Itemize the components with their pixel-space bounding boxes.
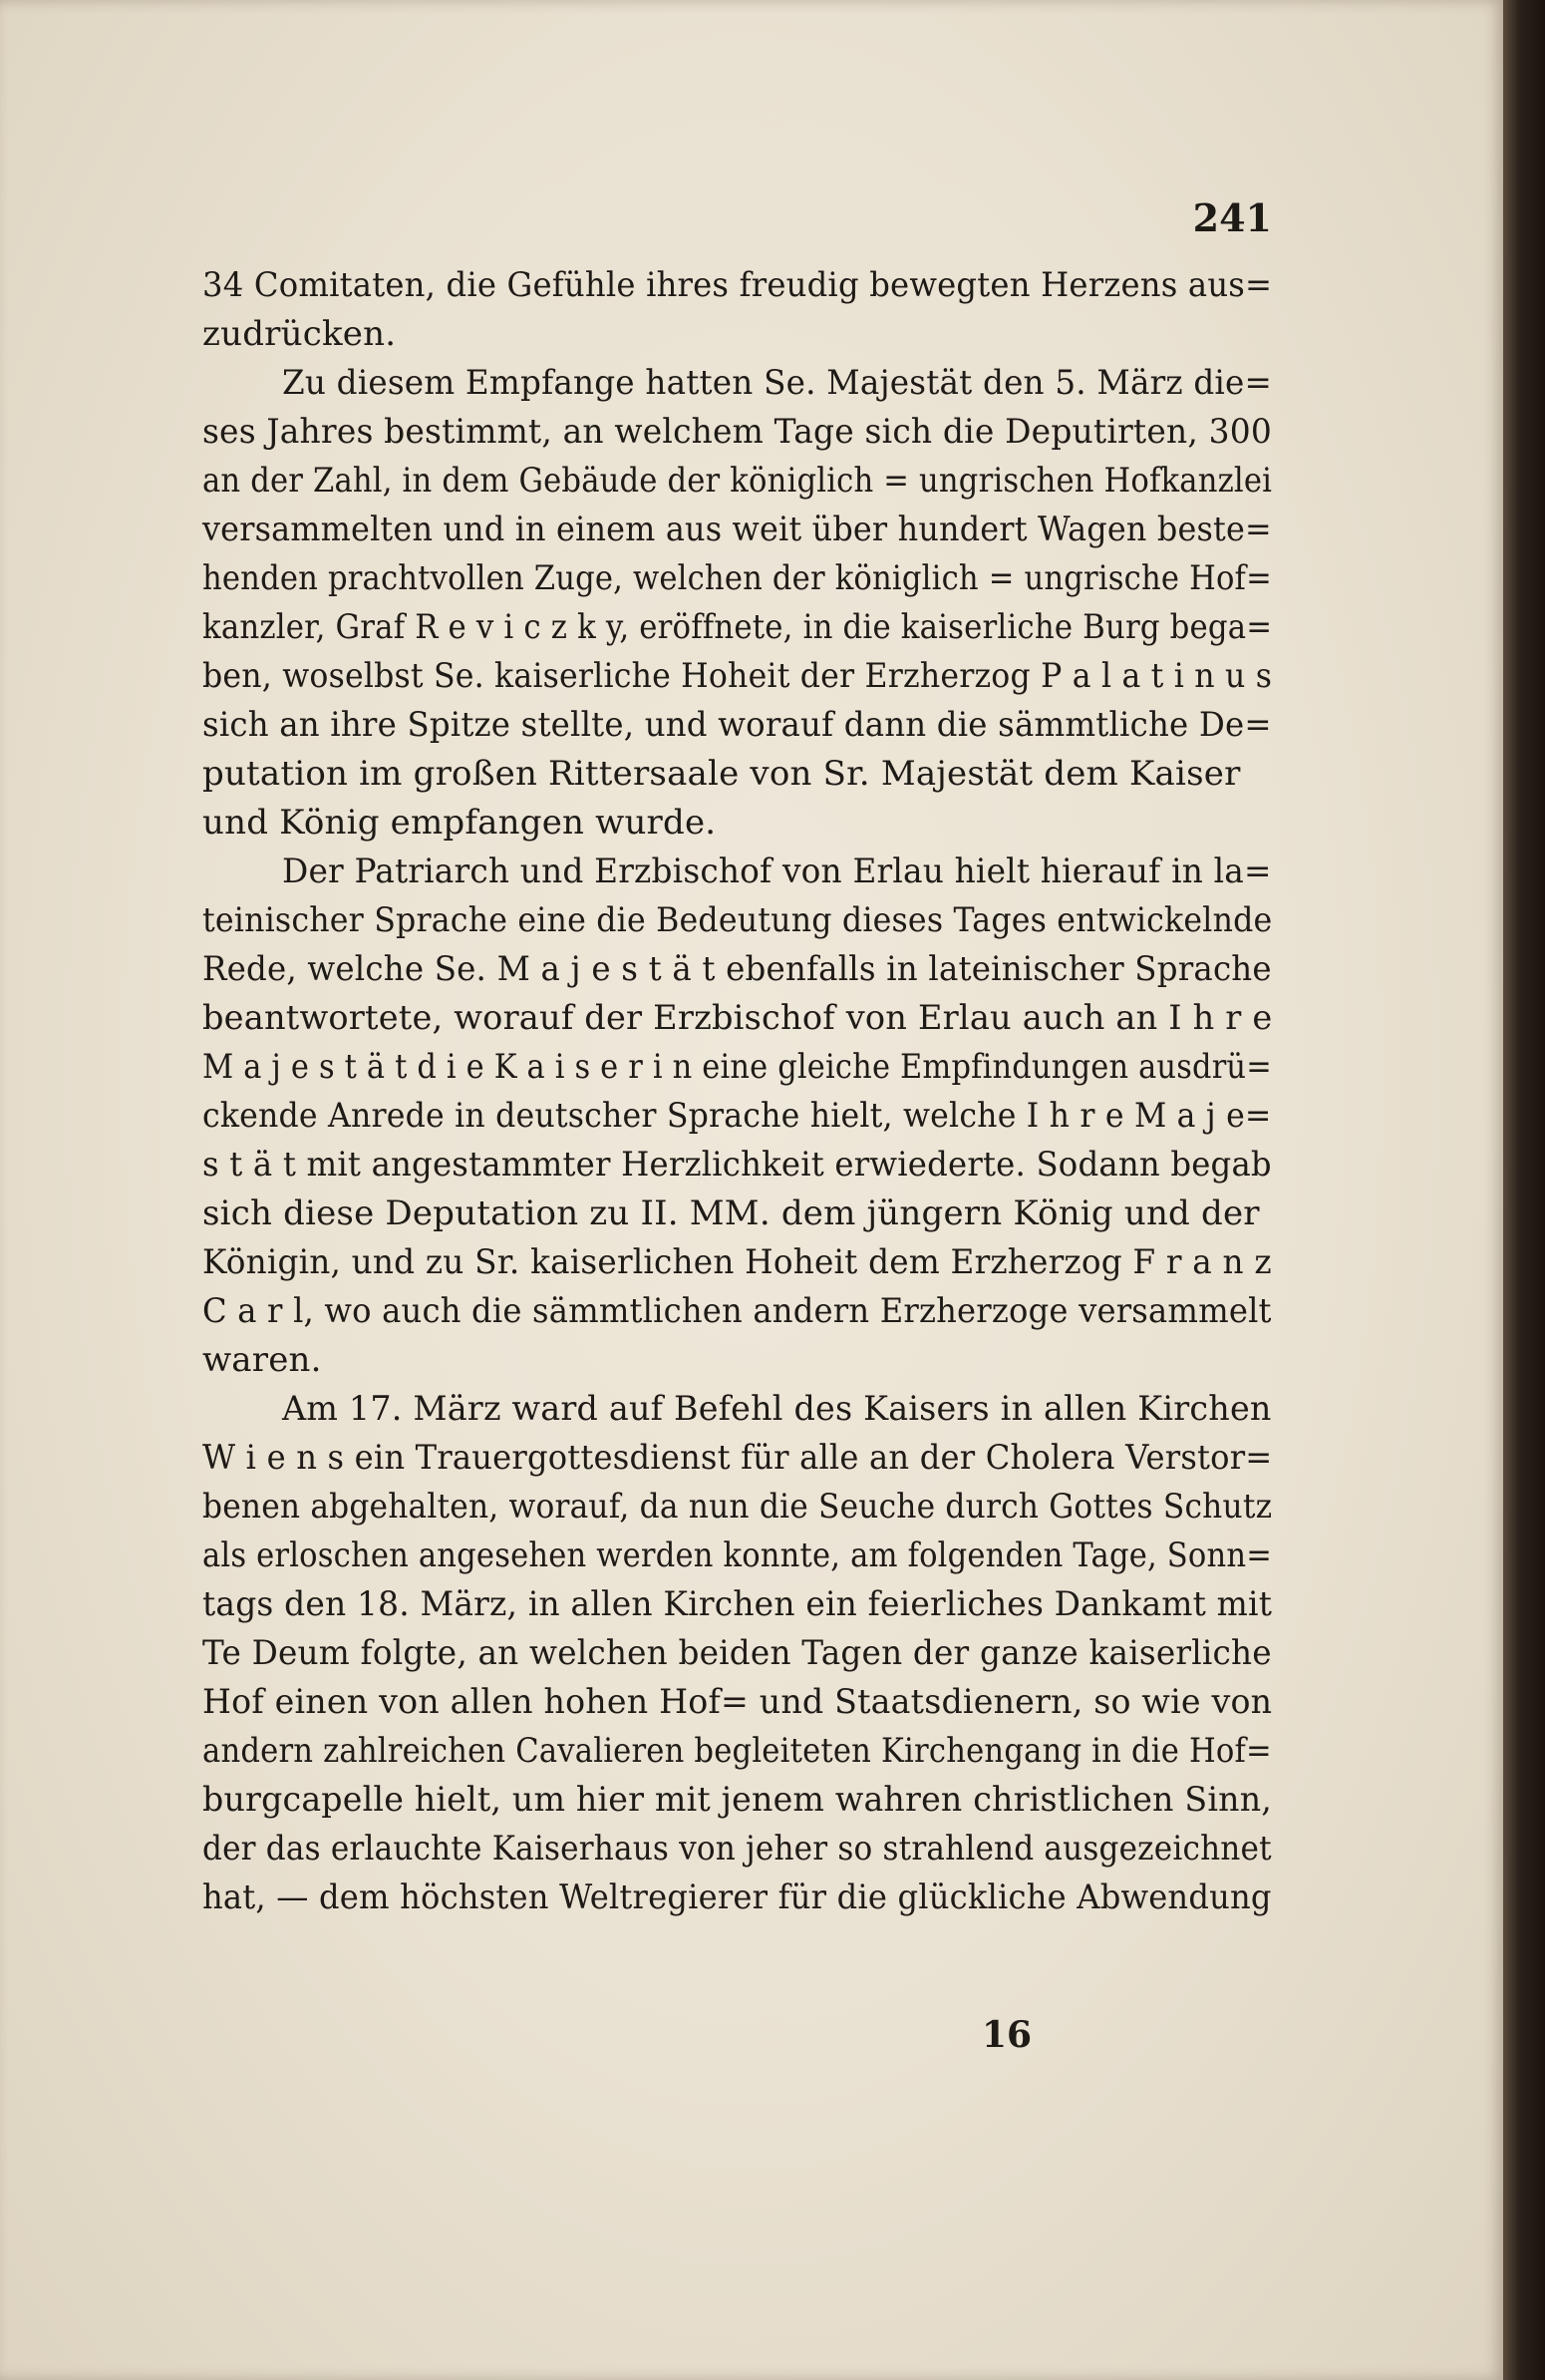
text-line: Hof einen von allen hohen Hof= und Staatsdienern, so wie von [202,1682,1273,1722]
text-line: sich diese Deputation zu II. MM. dem jüngern König und der [202,1193,1260,1233]
text-line: henden prachtvollen Zuge, welchen der königlich = ungrische Hof= [202,558,1272,598]
text-line: beantwortete, worauf der Erzbischof von Erlau auch an I h r e [202,998,1273,1038]
text-line: putation im großen Rittersaale von Sr. Majestät dem Kaiser [202,754,1241,794]
text-line: Königin, und zu Sr. kaiserlichen Hoheit dem Erzherzog F r a n z [202,1242,1272,1282]
text-line: W i e n s ein Trauergottesdienst für alle an der Cholera Verstor= [202,1438,1273,1478]
text-line: Rede, welche Se. M a j e s t ä t ebenfalls in lateinischer Sprache [202,949,1272,989]
text-line: sich an ihre Spitze stellte, und worauf dann die sämmtliche De= [202,705,1272,745]
text-line: Te Deum folgte, an welchen beiden Tagen der ganze kaiserliche [202,1633,1272,1673]
signature-mark: 16 [982,2014,1033,2056]
text-line: ckende Anrede in deutscher Sprache hielt, welche I h r e M a j e= [202,1096,1272,1136]
text-line: als erloschen angesehen werden konnte, am folgenden Tage, Sonn= [202,1535,1273,1575]
text-line: andern zahlreichen Cavalieren begleiteten Kirchengang in die Hof= [202,1731,1272,1771]
text-line: und König empfangen wurde. [202,803,717,843]
text-line: kanzler, Graf R e v i c z k y, eröffnete, in die kaiserliche Burg bega= [202,607,1273,647]
text-line: Am 17. März ward auf Befehl des Kaisers in allen Kirchen [282,1389,1272,1429]
body-text [202,261,1272,1922]
text-line: zudrücken. [202,314,397,354]
text-line: 34 Comitaten, die Gefühle ihres freudig bewegten Herzens aus= [202,265,1273,305]
text-line: M a j e s t ä t d i e K a i s e r i n eine gleiche Empfindungen ausdrü= [202,1047,1272,1087]
text-line: Der Patriarch und Erzbischof von Erlau hielt hierauf in la= [282,851,1272,891]
text-line: Zu diesem Empfange hatten Se. Majestät den 5. März die= [282,363,1273,403]
text-line: an der Zahl, in dem Gebäude der königlich = ungrischen Hofkanzlei [202,461,1273,501]
text-line: s t ä t mit angestammter Herzlichkeit erwiederte. Sodann begab [202,1145,1272,1185]
text-line: tags den 18. März, in allen Kirchen ein feierliches Dankamt mit [202,1584,1273,1624]
text-line: der das erlauchte Kaiserhaus von jeher so strahlend ausgezeichnet [202,1829,1272,1869]
text-line: waren. [202,1340,322,1380]
text-line: benen abgehalten, worauf, da nun die Seuche durch Gottes Schutz [202,1487,1273,1527]
text-line: hat, — dem höchsten Weltregierer für die glückliche Abwendung [202,1877,1272,1917]
text-line: C a r l, wo auch die sämmtlichen andern Erzherzoge versammelt [202,1291,1272,1331]
text-line: versammelten und in einem aus weit über hundert Wagen beste= [202,510,1272,549]
page-number: 241 [1192,195,1272,240]
text-line: ses Jahres bestimmt, an welchem Tage sich die Deputirten, 300 [202,412,1272,452]
text-line: teinischer Sprache eine die Bedeutung dieses Tages entwickelnde [202,900,1273,940]
book-edge [1503,0,1545,2380]
text-line: burgcapelle hielt, um hier mit jenem wahren christlichen Sinn, [202,1780,1273,1820]
text-line: ben, woselbst Se. kaiserliche Hoheit der Erzherzog P a l a t i n u s [202,656,1273,696]
